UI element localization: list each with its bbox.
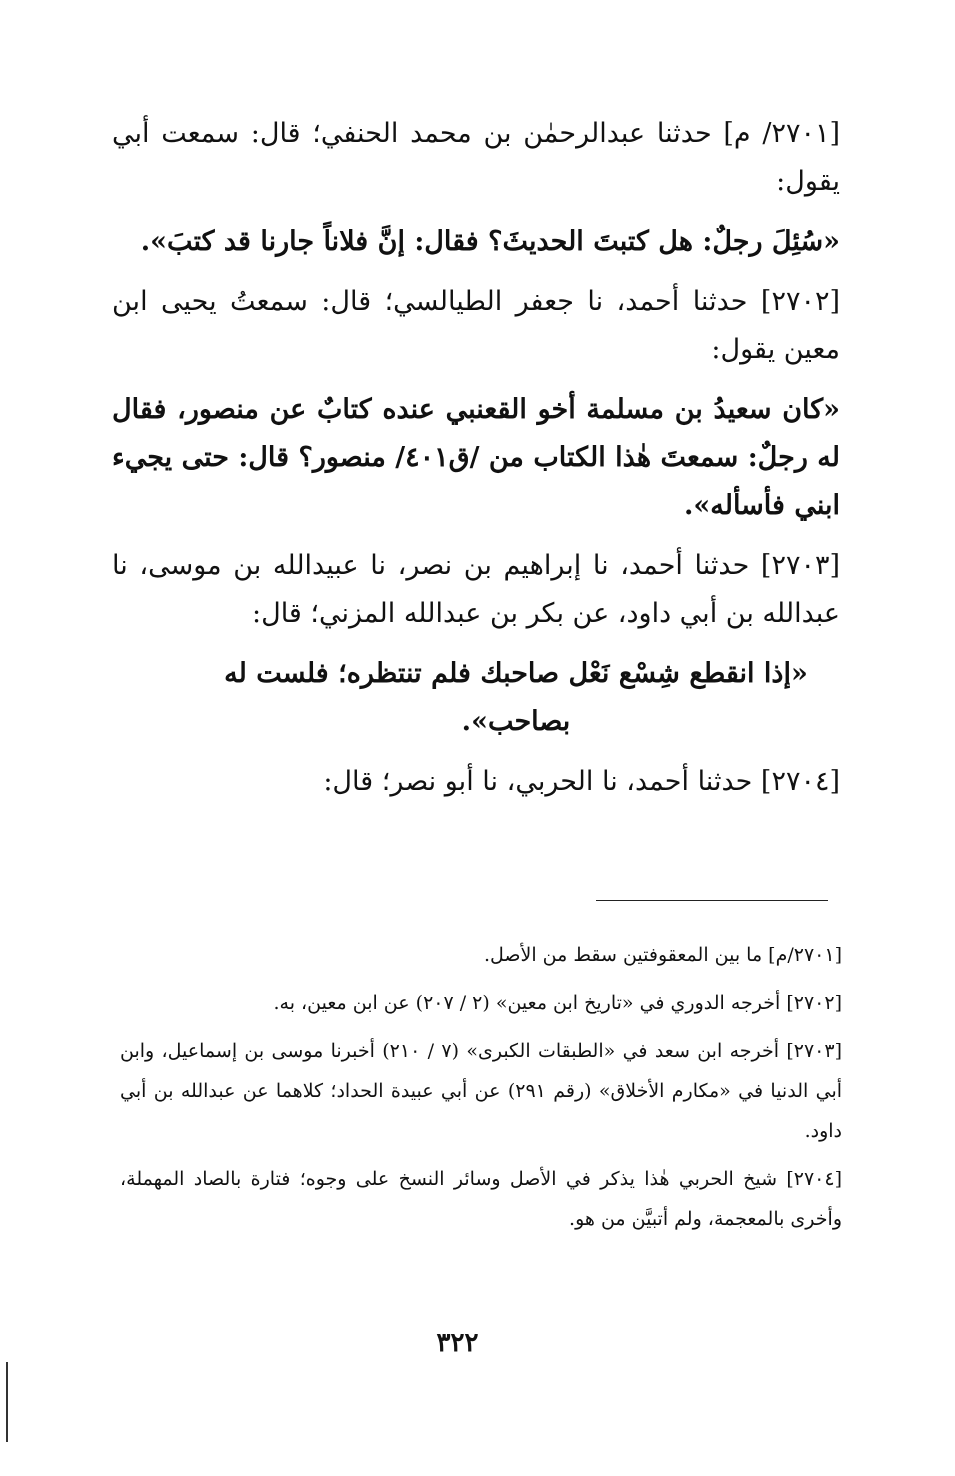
footnote-2701: [٢٧٠١/م] ما بين المعقوفتين سقط من الأصل. [483,944,842,966]
main-text [112,110,840,818]
footnote-2704: [٢٧٠٤] شيخ الحربي هٰذا يذكر في الأصل وسائر النسخ على وجوه؛ فتارة بالصاد المهملة، وأخرى بالمعجمة، ولم أتبيَّن من هو. [120,1168,842,1230]
footnotes [120,935,842,1247]
narration-2702: [٢٧٠٢] حدثنا أحمد، نا جعفر الطيالسي؛ قال: سمعتُ يحيى ابن معين يقول: [112,286,840,365]
page-number: ٣٢٢ [436,1328,479,1358]
footnote-2703: [٢٧٠٣] أخرجه ابن سعد في «الطبقات الكبرى» (٧ / ٢١٠) أخبرنا موسى بن إسماعيل، وابن أبي الدنيا في «مكارم الأخلاق» (رقم ٢٩١) عن أبي عبيدة الحداد؛ كلاهما عن عبدالله بن أبي داود. [120,1040,843,1142]
quote-2702: «كان سعيدُ بن مسلمة أخو القعنبي عنده كتابٌ عن منصور، فقال له رجلٌ: سمعتَ هٰذا الكتاب من /ق٤٠١/ منصور؟ قال: حتى يجيء ابني فأسأله». [112,394,840,521]
narration-2703: [٢٧٠٣] حدثنا أحمد، نا إبراهيم بن نصر، نا عبيدالله بن موسى، نا عبدالله بن أبي داود، عن بكر بن عبدالله المزني؛ قال: [112,550,840,629]
narration-2701: [٢٧٠١/ م] حدثنا عبدالرحمٰن بن محمد الحنفي؛ قال: سمعت أبي يقول: [112,118,840,197]
footnote-2702: [٢٧٠٢] أخرجه الدوري في «تاريخ ابن معين» (٢ / ٢٠٧) عن ابن معين، به. [273,992,842,1014]
scan-edge-mark [6,1362,8,1442]
quote-2701: «سُئِلَ رجلٌ: هل كتبتَ الحديثَ؟ فقال: إنَّ فلاناً جارنا قد كتبَ». [140,226,840,257]
quote-2703: «إذا انقطع شِسْع نَعْل صاحبك فلم تنتظره؛ فلست له بصاحب». [224,658,808,737]
narration-2704: [٢٧٠٤] حدثنا أحمد، نا الحربي، نا أبو نصر؛ قال: [323,766,840,797]
footnote-divider [596,900,828,901]
